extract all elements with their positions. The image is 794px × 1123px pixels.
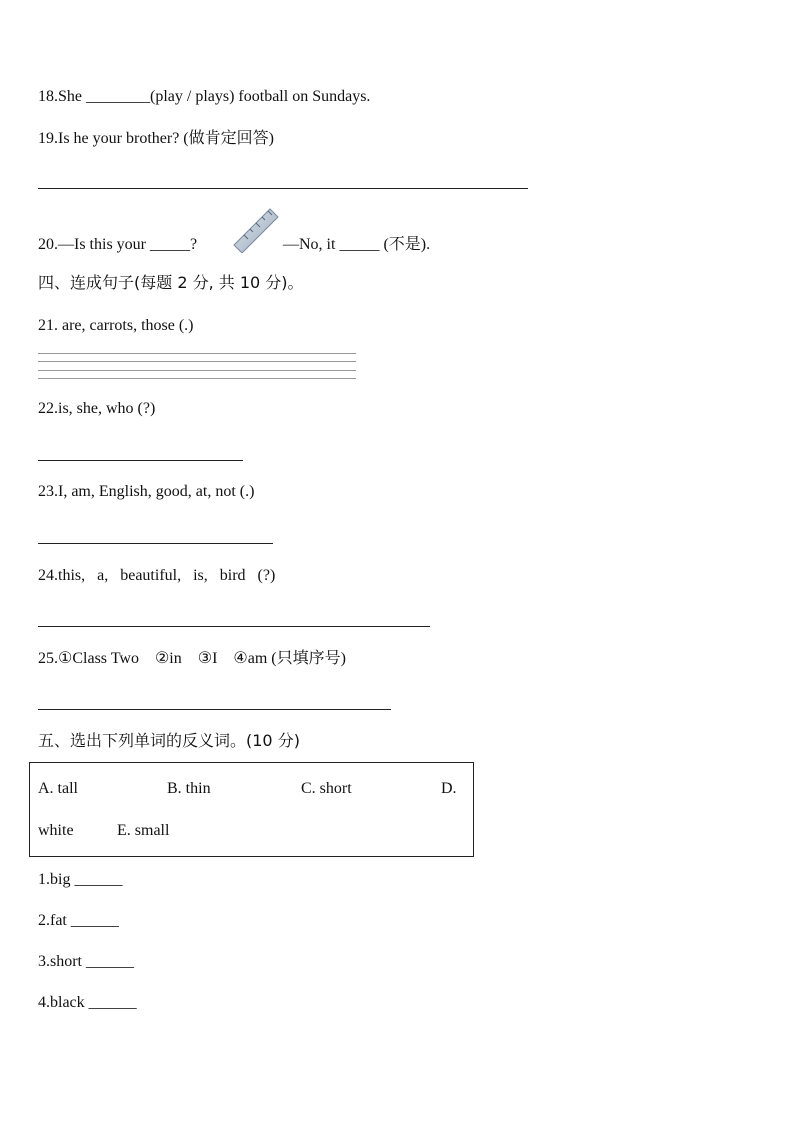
question-20-prompt: 20.—Is this your _____? (38, 236, 198, 253)
answer-line-22 (38, 460, 243, 461)
writing-line-1 (38, 353, 356, 354)
word-options-box (29, 762, 474, 857)
answer-line-23 (38, 543, 273, 544)
option-d-word: white (38, 822, 74, 839)
question-21: 21. are, carrots, those (.) (38, 317, 194, 334)
antonym-item-4: 4.black ______ (38, 994, 137, 1011)
question-20-reply: —No, it _____ (不是). (283, 236, 431, 253)
option-c: C. short (301, 780, 352, 797)
writing-line-4 (38, 378, 356, 379)
answer-line-25 (38, 709, 391, 710)
antonym-item-1: 1.big ______ (38, 871, 123, 888)
option-d: D. (441, 780, 457, 797)
answer-line-24 (38, 626, 430, 627)
antonym-item-2: 2.fat ______ (38, 912, 119, 929)
question-25: 25.①Class Two ②in ③I ④am (只填序号) (38, 650, 346, 667)
writing-line-2 (38, 361, 356, 362)
option-e: E. small (117, 822, 170, 839)
option-a: A. tall (38, 780, 78, 797)
question-24: 24.this, a, beautiful, is, bird (?) (38, 567, 276, 584)
option-b: B. thin (167, 780, 211, 797)
question-22: 22.is, she, who (?) (38, 400, 156, 417)
writing-line-3 (38, 370, 356, 371)
question-18: 18.She ________(play / plays) football on Sundays. (38, 88, 371, 105)
ruler-icon (230, 205, 282, 253)
answer-line-19 (38, 188, 528, 189)
section-4-heading: 四、连成句子(每题 2 分, 共 10 分)。 (38, 273, 304, 292)
question-19: 19.Is he your brother? (做肯定回答) (38, 130, 274, 147)
antonym-item-3: 3.short ______ (38, 953, 134, 970)
question-23: 23.I, am, English, good, at, not (.) (38, 483, 255, 500)
section-5-heading: 五、选出下列单词的反义词。(10 分) (38, 731, 300, 750)
